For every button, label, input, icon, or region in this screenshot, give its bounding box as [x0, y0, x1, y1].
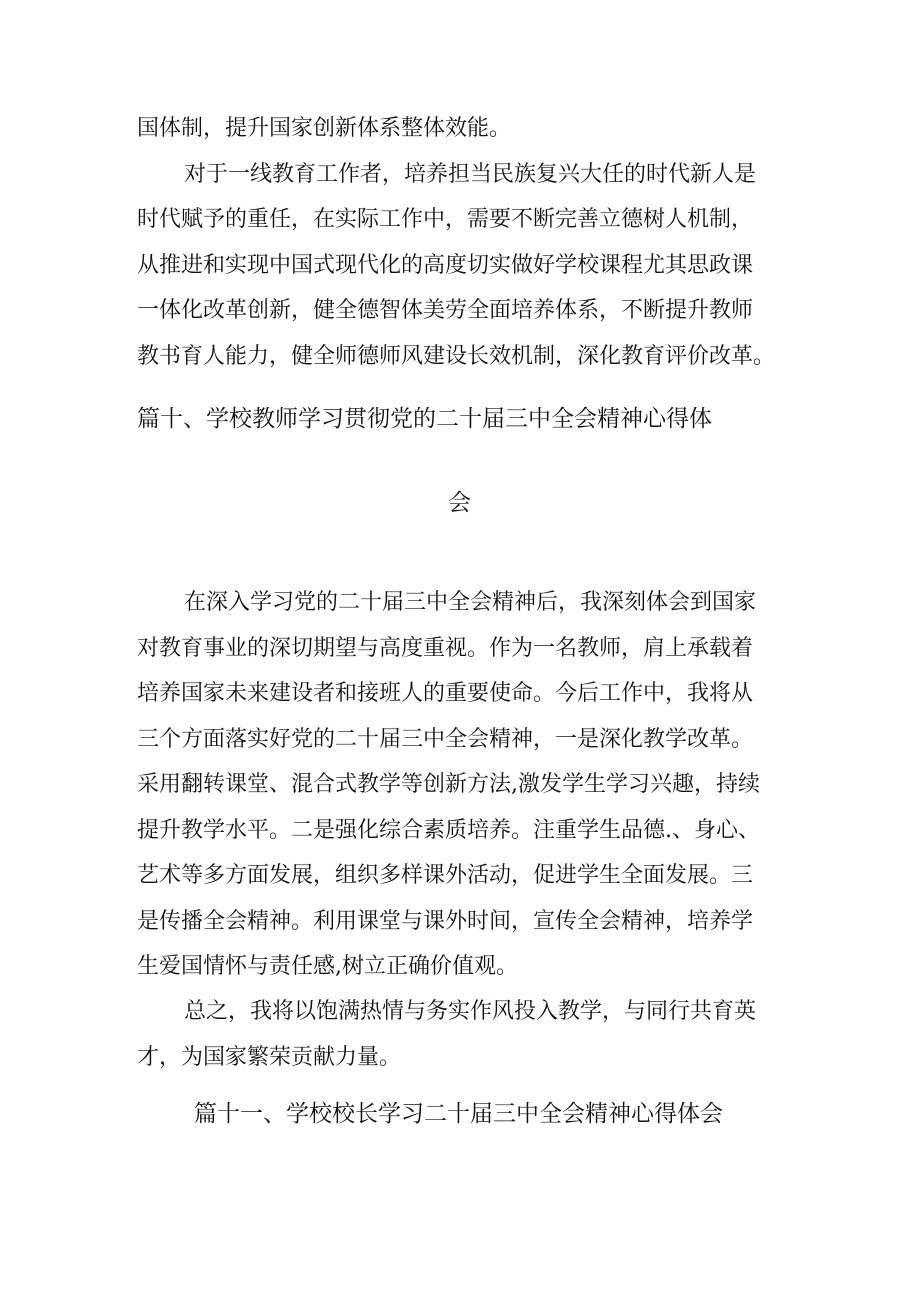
section10-para1-line: 提升教学水平。二是强化综合素质培养。注重学生品德.、身心、: [137, 817, 760, 843]
prev-section-body: [137, 106, 797, 379]
section10-para1-line: 是传播全会精神。利用课堂与课外时间，宣传全会精神，培养学: [137, 908, 754, 934]
prev-para2-line: 对于一线教育工作者，培养担当民族复兴大任的时代新人是: [184, 161, 757, 187]
section10-para1-line: 培养国家未来建设者和接班人的重要使命。今后工作中，我将从: [137, 681, 754, 706]
prev-para2-line: 时代赋予的重任，在实际工作中，需要不断完善立德树人机制，: [137, 207, 754, 232]
prev-para2-line: 一体化改革创新，健全德智体美劳全面培养体系，不断提升教师: [137, 298, 754, 323]
section11-title: 篇十一、学校校长学习二十届三中全会精神心得体会: [194, 1101, 723, 1127]
section10-title-line2: 会: [448, 490, 471, 516]
section10-para2-line: 总之，我将以饱满热情与务实作风投入教学，与同行共育英: [184, 999, 757, 1024]
section10-paragraph-1: [137, 580, 797, 990]
section10-para1-line: 对教育事业的深切期望与高度重视。作为一名教师，肩上承载着: [137, 635, 754, 661]
section10-paragraph-2: [137, 989, 797, 1080]
section10-para1-line: 在深入学习党的二十届三中全会精神后，我深刻体会到国家: [184, 590, 757, 615]
section10-para1-line: 三个方面落实好党的二十届三中全会精神，一是深化教学改革。: [137, 726, 754, 752]
prev-tail-line: 国体制，提升国家创新体系整体效能。: [137, 116, 512, 141]
prev-para2-line: 从推进和实现中国式现代化的高度切实做好学校课程尤其思政课: [137, 252, 754, 278]
section10-para1-line: 采用翻转课堂、混合式教学等创新方法,激发学生学习兴趣，持续: [137, 772, 760, 797]
section10-para2-line: 才，为国家繁荣贡献力量。: [137, 1044, 402, 1070]
prev-para2-line: 教书育人能力，健全师德师风建设长效机制，深化教育评价改革。: [137, 343, 776, 369]
section10-title-line1: 篇十、学校教师学习贯彻党的二十届三中全会精神心得体: [137, 406, 712, 432]
section10-para1-line: 生爱国情怀与责任感,树立正确价值观。: [137, 954, 518, 979]
section10-para1-line: 艺术等多方面发展，组织多样课外活动，促进学生全面发展。三: [137, 863, 754, 888]
